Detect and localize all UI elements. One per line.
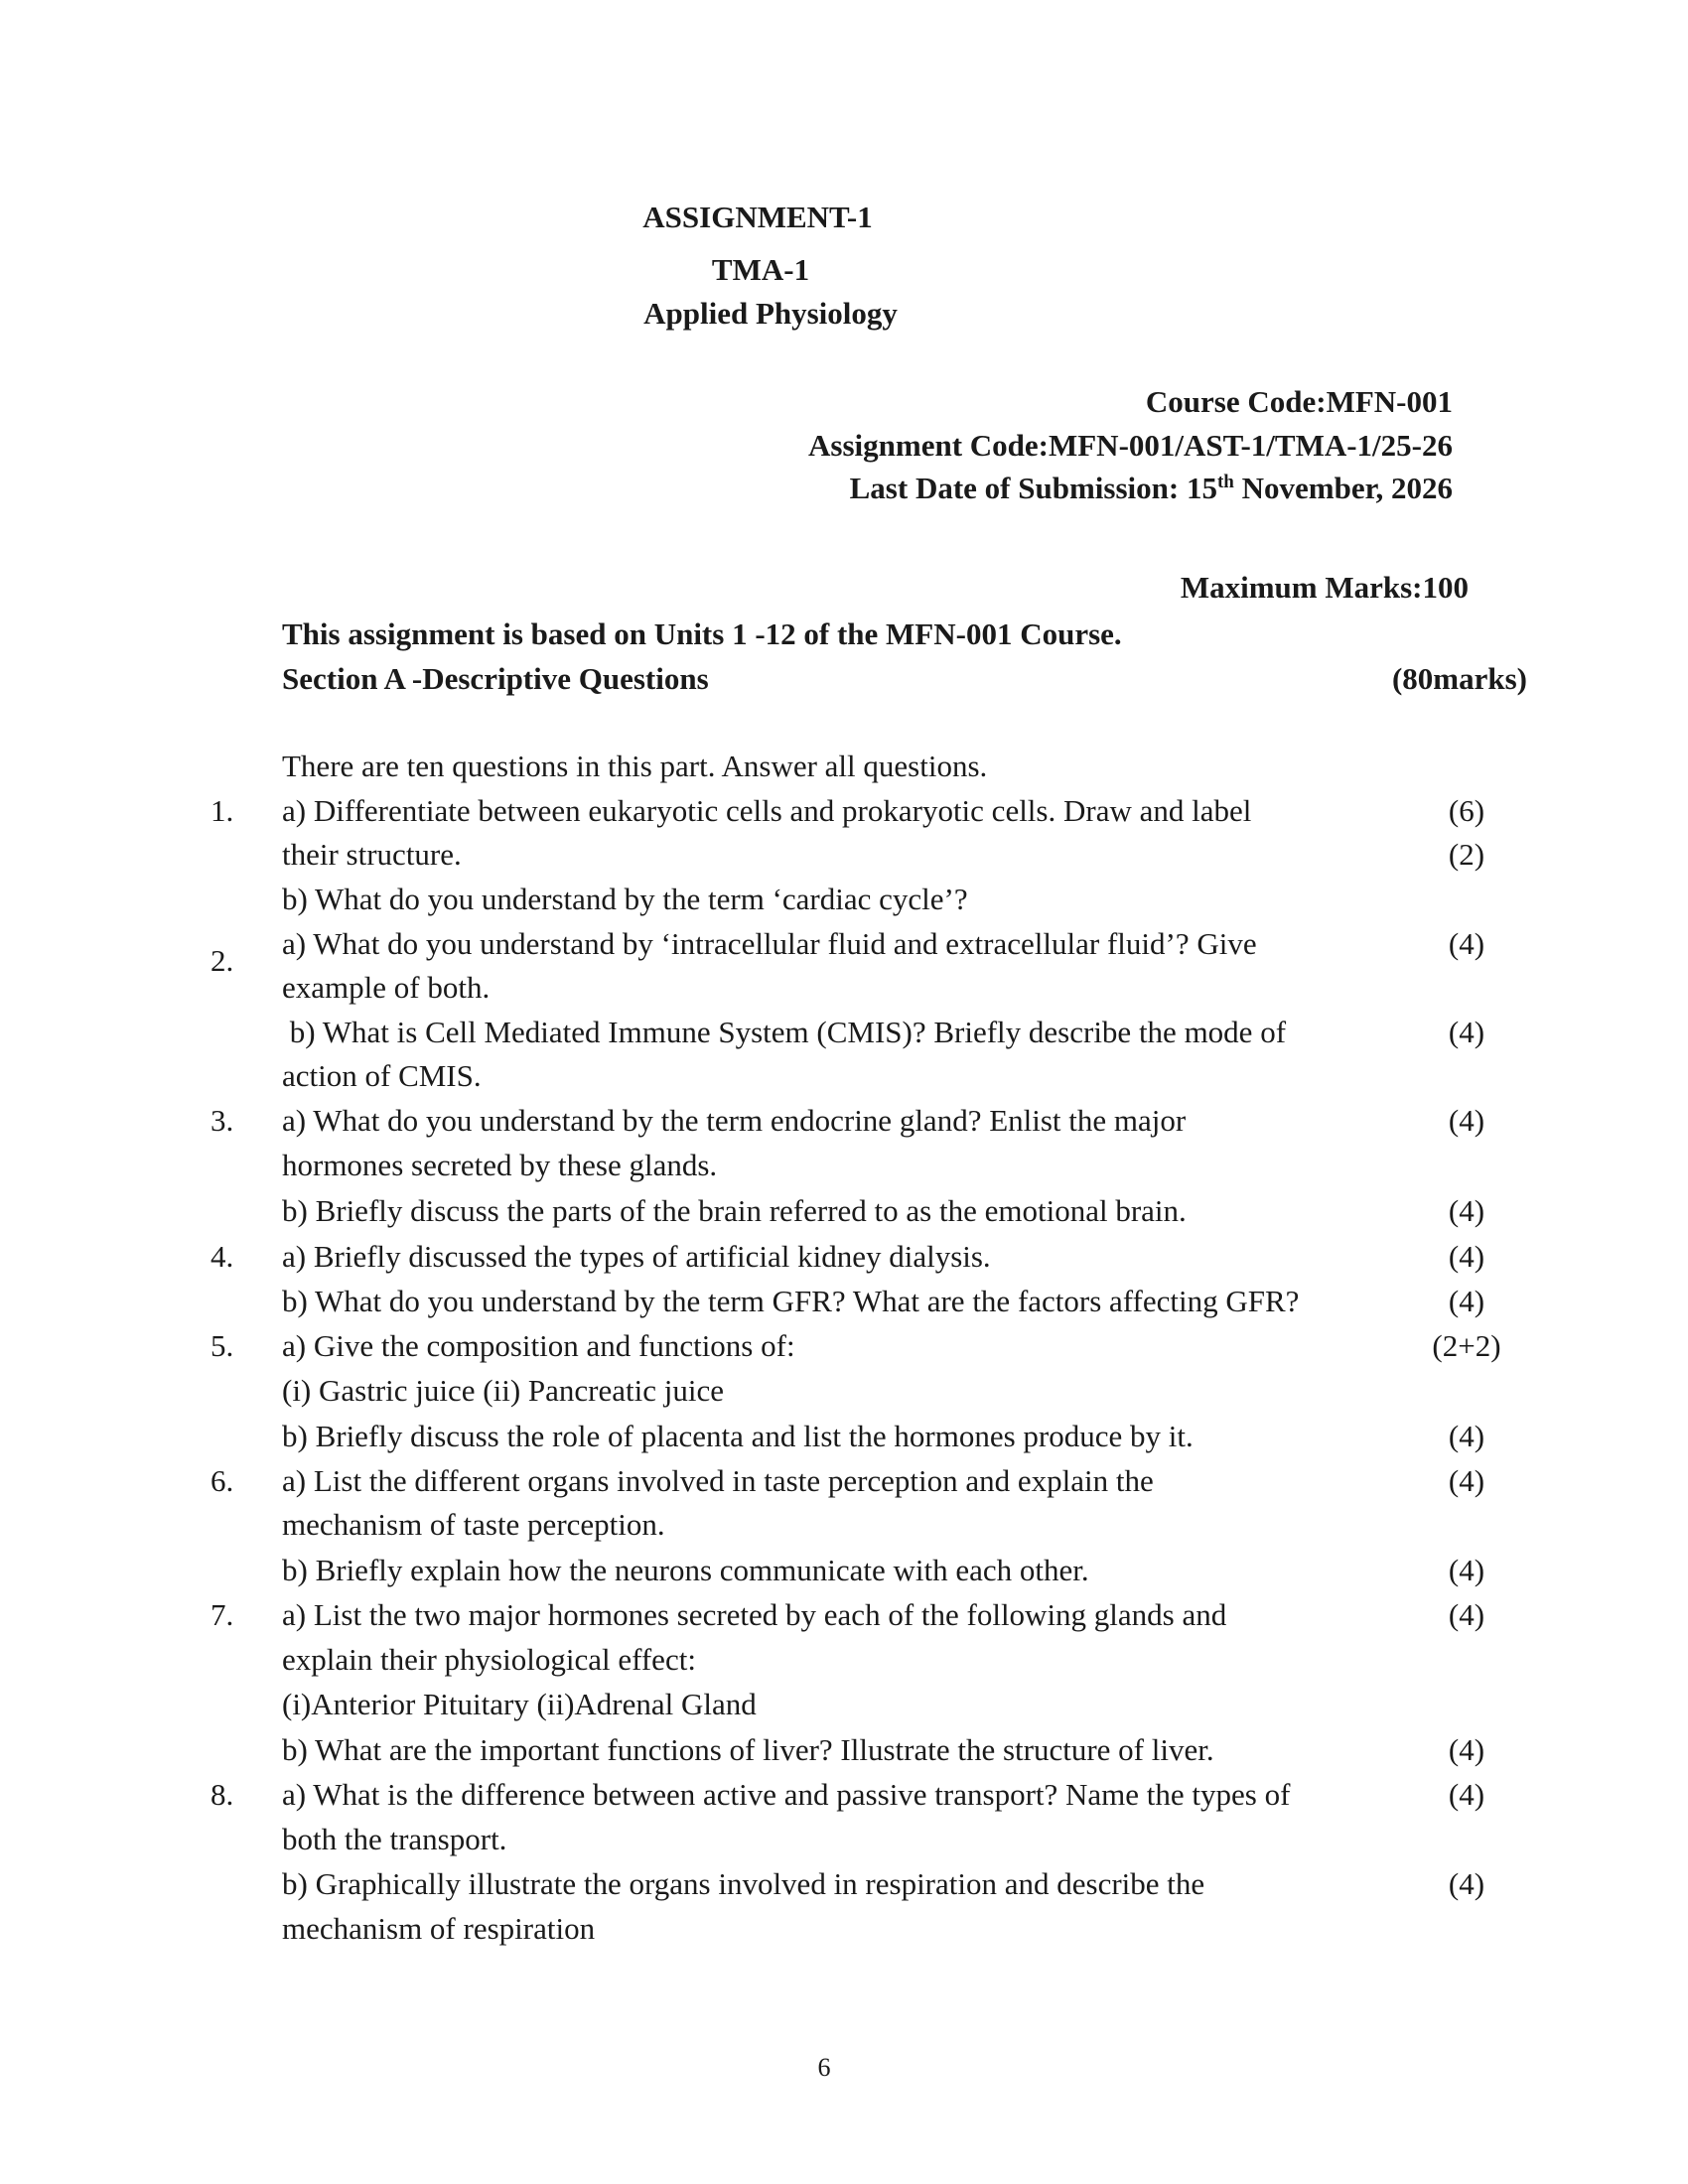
marks-value: (2) <box>1448 837 1485 872</box>
marks-value: (6) <box>1448 793 1485 828</box>
marks-value: (4) <box>1448 1732 1485 1767</box>
question-line: b) What is Cell Mediated Immune System (CMIS)? Briefly describe the mode of <box>282 1015 1287 1049</box>
marks-value: (4) <box>1448 1553 1485 1587</box>
question-number: 7. <box>211 1597 234 1632</box>
question-line: b) Briefly explain how the neurons communicate with each other. <box>282 1553 1089 1587</box>
question-line: (i)Anterior Pituitary (ii)Adrenal Gland <box>282 1687 757 1721</box>
question-line: b) What are the important functions of liver? Illustrate the structure of liver. <box>282 1732 1214 1767</box>
marks-value: (4) <box>1448 1103 1485 1138</box>
marks-value: (4) <box>1448 1239 1485 1274</box>
marks-value: (2+2) <box>1432 1328 1501 1363</box>
question-number: 2. <box>211 943 234 978</box>
course-title: Applied Physiology <box>643 296 898 331</box>
question-number: 5. <box>211 1328 234 1363</box>
marks-value: (4) <box>1448 1777 1485 1812</box>
marks-value: (4) <box>1448 1193 1485 1228</box>
question-line: explain their physiological effect: <box>282 1642 696 1677</box>
question-line: mechanism of taste perception. <box>282 1507 665 1542</box>
marks-value: (4) <box>1448 1419 1485 1453</box>
question-line: b) Briefly discuss the parts of the brain referred to as the emotional brain. <box>282 1193 1187 1228</box>
page-number: 6 <box>817 2053 831 2082</box>
question-number: 4. <box>211 1239 234 1274</box>
question-line: their structure. <box>282 837 462 872</box>
question-line: (i) Gastric juice (ii) Pancreatic juice <box>282 1373 724 1408</box>
question-number: 6. <box>211 1463 234 1498</box>
question-number: 8. <box>211 1777 234 1812</box>
marks-value: (4) <box>1448 1463 1485 1498</box>
question-line: b) Briefly discuss the role of placenta and list the hormones produce by it. <box>282 1419 1194 1453</box>
assignment-code: Assignment Code:MFN-001/AST-1/TMA-1/25-26 <box>808 428 1453 463</box>
question-line: a) Briefly discussed the types of artificial kidney dialysis. <box>282 1239 991 1274</box>
section-marks: (80marks) <box>1391 661 1527 696</box>
question-line: b) Graphically illustrate the organs involved in respiration and describe the <box>282 1866 1205 1901</box>
marks-value: (4) <box>1448 1284 1485 1318</box>
question-line: example of both. <box>282 970 491 1005</box>
question-line: a) What do you understand by ‘intracellular fluid and extracellular fluid’? Give <box>282 926 1257 961</box>
tma-label: TMA-1 <box>711 252 810 287</box>
submission-date-suffix: November, 2026 <box>1233 471 1453 505</box>
section-title: Section A -Descriptive Questions <box>282 661 709 696</box>
question-line: b) What do you understand by the term ‘cardiac cycle’? <box>282 882 968 916</box>
submission-date-prefix: Last Date of Submission: 15 <box>849 471 1217 505</box>
question-line: action of CMIS. <box>282 1058 482 1093</box>
question-line: a) Give the composition and functions of: <box>282 1328 795 1363</box>
question-line: a) Differentiate between eukaryotic cells and prokaryotic cells. Draw and label <box>282 793 1252 828</box>
course-code: Course Code:MFN-001 <box>1145 384 1453 419</box>
submission-date <box>850 473 1453 503</box>
assignment-scope: This assignment is based on Units 1 -12 of the MFN-001 Course. <box>282 616 1122 651</box>
marks-value: (4) <box>1448 1597 1485 1632</box>
marks-value: (4) <box>1448 1015 1485 1049</box>
question-line: b) What do you understand by the term GFR? What are the factors affecting GFR? <box>282 1284 1300 1318</box>
question-line: a) What do you understand by the term endocrine gland? Enlist the major <box>282 1103 1187 1138</box>
question-line: a) What is the difference between active and passive transport? Name the types of <box>282 1777 1291 1812</box>
question-line: a) List the two major hormones secreted by each of the following glands and <box>282 1597 1227 1632</box>
question-number: 1. <box>211 793 234 828</box>
question-line: both the transport. <box>282 1822 507 1856</box>
question-line: a) List the different organs involved in taste perception and explain the <box>282 1463 1154 1498</box>
marks-value: (4) <box>1448 1866 1485 1901</box>
assignment-title: ASSIGNMENT-1 <box>642 200 873 234</box>
max-marks: Maximum Marks:100 <box>1180 570 1469 605</box>
question-line: hormones secreted by these glands. <box>282 1148 718 1182</box>
question-number: 3. <box>211 1103 234 1138</box>
instruction-text: There are ten questions in this part. Answer all questions. <box>282 749 988 783</box>
submission-date-sup: th <box>1216 472 1234 492</box>
question-line: mechanism of respiration <box>282 1911 596 1946</box>
marks-value: (4) <box>1448 926 1485 961</box>
